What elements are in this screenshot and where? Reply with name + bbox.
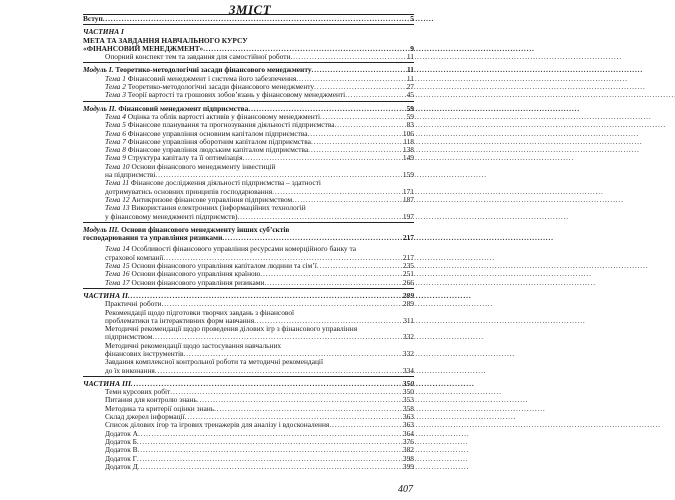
toc-page-number: 11	[406, 73, 414, 83]
toc-entry-recommendation[interactable]: Завдання комплексної контрольної роботи та методичні рекомендації	[105, 357, 324, 367]
toc-entry-recommendation[interactable]: Рекомендації щодо підготовки творчих завдань з фінансової	[105, 307, 295, 317]
toc-entry-item[interactable]	[83, 463, 414, 471]
toc-entry-label: Практичні роботи	[105, 299, 162, 309]
toc-entry-label: Додаток Б	[105, 436, 137, 446]
topic-title: Основи фінансового управління капіталом людини та сім’ї	[131, 261, 317, 271]
part-title-line: МЕТА ТА ЗАВДАННЯ НАВЧАЛЬНОГО КУРСУ	[83, 35, 248, 45]
topic-label: Тема 13	[105, 203, 130, 213]
toc-entry-label: проблематики та інтерактивних форм навчання	[105, 315, 255, 325]
toc-page-number: 266	[402, 277, 414, 287]
toc-entry-recommendation-cont[interactable]	[83, 367, 414, 375]
topic-title: Оцінка та облік вартості активів у фінансовому менеджменті	[127, 111, 321, 121]
toc-page-number: 332	[402, 348, 414, 358]
toc-page-number: 59	[406, 111, 414, 121]
topic-title: дотримуватись основних принципів господарювання	[105, 186, 273, 196]
leader-dots	[222, 234, 401, 242]
toc-entry-label: до їх виконання	[105, 365, 155, 375]
toc-page-number: 11	[406, 52, 414, 62]
module-label: Модуль ІІІ.	[83, 224, 120, 234]
topic-label: Тема 17	[105, 277, 130, 287]
toc-page-number: 399	[402, 461, 414, 471]
topic-label: Тема 5	[105, 120, 126, 130]
topic-title: Основи фінансового управління ризиками	[131, 277, 265, 287]
toc-page-number: 9	[410, 43, 414, 53]
topic-title: у фінансовому менеджменті підприємств)	[105, 211, 238, 221]
module-label: Модуль І.	[83, 65, 114, 75]
part-heading: ЧАСТИНА І	[83, 27, 124, 37]
toc-page-number: 358	[402, 403, 414, 413]
module-title: Теоретико-методологічні засади фінансового менеджменту	[115, 65, 312, 75]
toc-entry-recommendation[interactable]: Методичні рекомендації щодо проведення ділових ігр з фінансового управління	[105, 324, 358, 334]
toc-page-number: 217	[402, 252, 414, 262]
toc-page-number: 83	[406, 120, 414, 130]
toc-entry-label: Методика та критерії оцінки знань	[105, 403, 215, 413]
topic-label: Тема 8	[105, 145, 126, 155]
toc-page-number: 364	[402, 428, 414, 438]
toc-entry-label: Теми курсових робіт	[105, 387, 171, 397]
topic-label: Тема 4	[105, 111, 126, 121]
topic-title: Структура капіталу та її оптимізація	[127, 153, 243, 163]
topic-title: Фінансове управління оборотним капіталом підприємства	[127, 136, 311, 146]
toc-page-number: 382	[402, 445, 414, 455]
part-title-line: «ФІНАНСОВИЙ МЕНЕДЖМЕНТ»	[83, 43, 204, 53]
page-number: 407	[398, 484, 413, 495]
topic-label: Тема 16	[105, 269, 130, 279]
leader-dots	[237, 213, 401, 221]
toc-entry-label: Опорний конспект тем та завдання для самостійної роботи	[105, 52, 291, 62]
toc-page-number: 159	[402, 170, 414, 180]
leader-dots	[292, 196, 401, 204]
topic-title: Фінансове управління основним капіталом підприємства	[127, 128, 308, 138]
toc-page-number: 350	[402, 378, 414, 388]
topic-title: Основи фінансового менеджменту інвестицій	[131, 161, 276, 171]
leader-dots	[155, 367, 401, 375]
toc-entry-label: фінансових інструментів	[105, 348, 184, 358]
toc-page-number: 353	[402, 395, 414, 405]
toc-page-number: 363	[402, 420, 414, 430]
part-heading: ЧАСТИНА ІІ	[83, 290, 128, 300]
toc-entry-support[interactable]	[83, 53, 414, 61]
topic-title: Теорії вартості та грошових зобов’язань у фінансовому менеджменті	[127, 90, 346, 100]
leader-dots	[138, 463, 401, 471]
toc-entry-recommendation[interactable]: Методичні рекомендації щодо застосування навчальних	[105, 340, 282, 350]
toc-page-number: 332	[402, 332, 414, 342]
leader-dots	[290, 53, 401, 61]
topic-label: Тема 7	[105, 136, 126, 146]
toc-page-number: 251	[402, 269, 414, 279]
topic-label: Тема 11	[105, 178, 130, 188]
topic-label: Тема 1	[105, 73, 126, 83]
toc-entry-label: Склад джерел інформації	[105, 412, 185, 422]
toc-entry-module3-cont[interactable]	[83, 234, 414, 242]
toc-page-number: 5	[410, 14, 414, 23]
toc-page-number: 398	[402, 453, 414, 463]
topic-title: Антикризове фінансове управління підприємством	[131, 194, 293, 204]
topic-title: Фінансове управління людським капіталом підприємства	[127, 145, 309, 155]
topic-title: Фінансове планування та прогнозування діяльності підприємства	[127, 120, 335, 130]
toc-page-number: 27	[406, 82, 414, 92]
toc-page-number: 363	[402, 412, 414, 422]
leader-dots	[103, 15, 401, 23]
topic-title: страхової компанії	[105, 252, 164, 262]
toc-entry-label: Додаток Д	[105, 461, 138, 471]
topic-title: Теоретико-методологічні засади фінансового менеджменту	[127, 82, 315, 92]
toc-page-number: 171	[402, 186, 414, 196]
topic-label: Тема 6	[105, 128, 126, 138]
module-title: Основи фінансового менеджменту інших суб’єктів	[121, 224, 290, 234]
topic-label: Тема 15	[105, 261, 130, 271]
toc-page-number: 45	[406, 90, 414, 100]
topic-title: Фінансове дослідження діяльності підприємства – здатності	[130, 178, 321, 188]
toc-entry-intro[interactable]	[83, 15, 414, 23]
topic-title: Особливості фінансового управління ресурсами комерційного банку та	[131, 244, 357, 254]
topic-title: Використання електронних (інформаційних технологій	[131, 203, 306, 213]
topic-label: Тема 12	[105, 194, 130, 204]
toc-page-number: 11	[407, 65, 414, 75]
topic-label: Тема 2	[105, 82, 126, 92]
toc-page-number: 289	[402, 290, 414, 300]
page-title: ЗМІСТ	[228, 2, 272, 17]
leader-dots	[264, 279, 401, 287]
toc-entry-label: Додаток А	[105, 428, 138, 438]
toc-page-number: 187	[402, 194, 414, 204]
module-title: господарювання та управління ризиками	[83, 233, 223, 243]
toc-page-number: 197	[402, 211, 414, 221]
toc-page-number: 138	[402, 145, 414, 155]
toc-page-number: 334	[402, 365, 414, 375]
toc-page-number: 59	[406, 103, 414, 113]
toc-page-number: 289	[402, 299, 414, 309]
toc-entry-topic[interactable]	[83, 91, 414, 99]
toc-page-number: 217	[402, 233, 414, 243]
topic-label: Тема 10	[105, 161, 130, 171]
toc-page-number: 350	[402, 387, 414, 397]
toc-page-number: 376	[402, 436, 414, 446]
toc-entry-label: Вступ	[83, 14, 103, 23]
part-heading: ЧАСТИНА ІІІ	[83, 378, 131, 388]
topic-label: Тема 14	[105, 244, 130, 254]
topic-label: Тема 3	[105, 90, 126, 100]
toc-page-number: 311	[403, 315, 414, 325]
leader-dots	[345, 91, 401, 99]
toc-page-number: 235	[402, 261, 414, 271]
toc-entry-label: Питання для контролю знань	[105, 395, 197, 405]
toc-entry-topic-cont[interactable]	[83, 213, 414, 221]
toc-page-number: 149	[402, 153, 414, 163]
toc-entry-label: підприємством	[105, 332, 153, 342]
topic-label: Тема 9	[105, 153, 126, 163]
topic-title: Фінансовий менеджмент і система його забезпечення	[127, 73, 297, 83]
toc-page-number: 106	[402, 128, 414, 138]
toc-entry-label: Додаток Г	[105, 453, 137, 463]
toc-entry-label: Додаток В	[105, 445, 138, 455]
module-title: Фінансовий менеджмент підприємства	[118, 103, 249, 113]
toc-entry-label: Список ділових ігор та ігрових тренажерів для аналізу і вдосконалення	[105, 420, 330, 430]
toc-page-number: 118	[403, 136, 414, 146]
toc-entry-topic[interactable]	[83, 279, 414, 287]
module-label: Модуль ІІ.	[83, 103, 117, 113]
topic-title: на підприємстві	[105, 170, 156, 180]
table-of-contents	[83, 14, 414, 471]
topic-title: Основи фінансового управління країною	[131, 269, 261, 279]
